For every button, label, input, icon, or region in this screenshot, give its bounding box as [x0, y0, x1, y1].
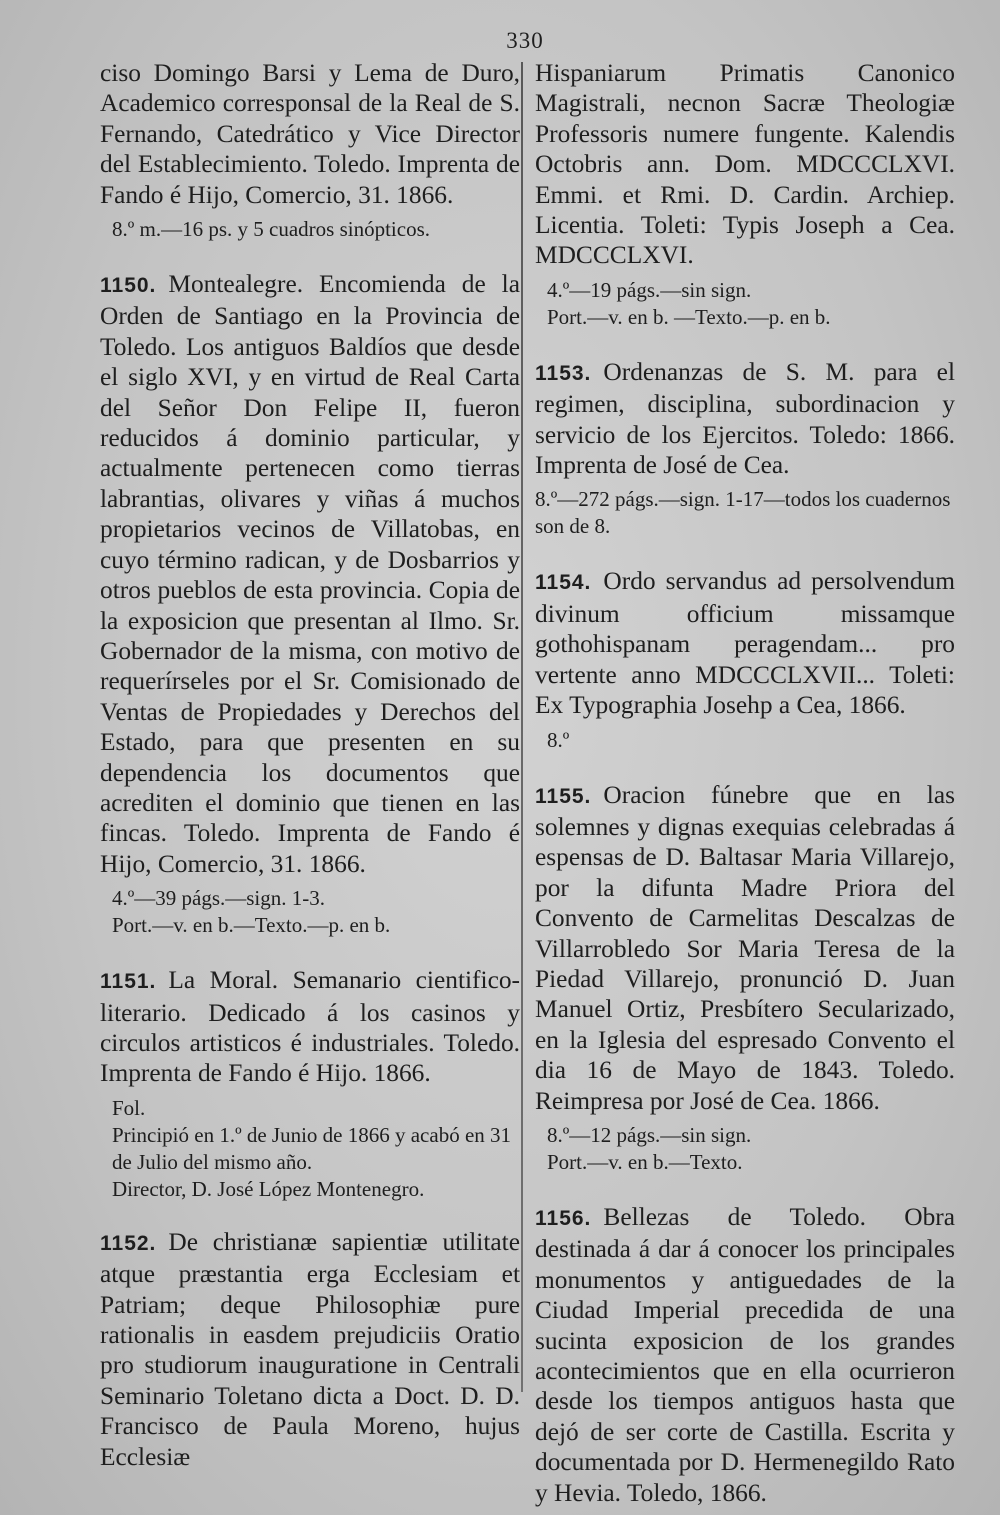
entry-body: [535, 357, 955, 481]
entry-text: Oracion fúnebre que en las solemnes y dignas exequias celebradas á espensas de D. Baltasar Maria Villarejo, por la difunta Madre Priora del Convento de Carmelitas Descalzas de Villarrobledo Sor Maria Teresa de la Piedad Villarejo, pronunció D. Juan Manuel Ortiz, Presbítero Secularizado, en la Iglesia del espresado Convento el dia 16 de Mayo de 1843. Toledo. Reimpresa por José de Cea. 1866.: [535, 780, 955, 1115]
right-column: [535, 58, 955, 1515]
entry-note: Director, D. José López Montenegro.: [112, 1176, 425, 1201]
continuation-entry: [100, 58, 520, 243]
entry-text: La Moral. Semanario cientifico-literario. Dedicado á los casinos y circulos artisticos é industriales. Toledo. Imprenta de Fando é Hijo. 1866.: [100, 966, 520, 1088]
left-column: [100, 58, 520, 1492]
entry-note: Port.—v. en b.—Texto.: [547, 1149, 743, 1174]
entry-1156: [535, 1202, 955, 1508]
page-number: 330: [506, 28, 544, 53]
entry-1151: [100, 965, 520, 1203]
entry-note: Principió en 1.º de Junio de 1866 y acabó en 31 de Julio del mismo año.: [112, 1122, 512, 1174]
entry-text: Ordenanzas de S. M. para el regimen, disciplina, subordinacion y servicio de los Ejercitos. Toledo: 1866. Imprenta de José de Cea.: [535, 357, 955, 480]
entry-number: 1152.: [100, 1231, 157, 1255]
entry-text: ciso Domingo Barsi y Lema de Duro, Academico corresponsal de la Real de S. Fernando, Catedrático y Vice Director del Establecimiento. Toledo. Imprenta de Fando é Hijo, Comercio, 31. 1866.: [100, 59, 520, 209]
entry-note: 4.º—39 págs.—sign. 1-3.: [112, 886, 326, 911]
entry-1154: [535, 566, 955, 753]
entry-note: 8.º—12 págs.—sin sign.: [547, 1122, 752, 1147]
entry-note: 8.º: [547, 727, 570, 752]
entry-note: 8.º—272 págs.—sign. 1-17—todos los cuadernos son de 8.: [535, 487, 951, 539]
entry-text: Montealegre. Encomienda de la Orden de Santiago en la Provincia de Toledo. Los antiguos Baldíos que desde el siglo XVI, y en virtud de Real Carta del Señor Don Felipe II, fueron reducidos á dominio particular, y actualmente pertenecen como tierras labrantias, olivares y viñas á muchos propietarios vecinos de Villatobas, en cuyo término radican, y de Dosbarrios y otros pueblos de esta provincia. Copia de la exposicion que presentan al Ilmo. Sr. Gobernador de la misma, con motivo de requerírseles por el Sr. Comisionado de Ventas de Propiedades y Derechos del Estado, para que presenten en su dependencia los documentos que acrediten el dominio que tienen en las fincas. Toledo. Imprenta de Fando é Hijo, Comercio, 31. 1866.: [100, 270, 520, 878]
entry-text: Ordo servandus ad persolvendum divinum officium missamque gothohispanam peragendam... pro vertente anno MDCCCLXVII... Toleti: Ex Typographia Josehp a Cea, 1866.: [535, 567, 955, 720]
continuation-entry: [535, 58, 955, 331]
column-divider: [521, 62, 523, 1392]
entry-note: 4.º—19 págs.—sin sign.: [547, 277, 752, 302]
entry-text: De christianæ sapientiæ utilitate atque præstantia erga Ecclesiam et Patriam; deque Philosophiæ pure rationalis in easdem prejudiciis Oratio pro studiorum inauguratione in Centrali Seminario Toletano dicta a Doct. D. D. Francisco de Paula Moreno, hujus Ecclesiæ: [100, 1227, 520, 1471]
entry-1150: [100, 269, 520, 939]
entry-1155: [535, 780, 955, 1176]
entry-number: 1150.: [100, 274, 157, 298]
entry-note: Fol.: [112, 1095, 146, 1120]
entry-body: [535, 780, 955, 1116]
entry-body: [100, 269, 520, 879]
entry-number: 1155.: [535, 784, 592, 808]
entry-number: 1156.: [535, 1206, 592, 1230]
entry-body: [535, 566, 955, 720]
entry-text: Bellezas de Toledo. Obra destinada á dar á conocer los principales monumentos y antiguedades de la Ciudad Imperial precedida de una sucinta exposicion de los grandes acontecimientos que en ella ocurrieron desde los tiempos antiguos hasta que dejó de ser corte de Castilla. Escrita y documentada por D. Hermenegildo Rato y Hevia. Toledo, 1866.: [535, 1202, 955, 1507]
entry-note: Port.—v. en b. —Texto.—p. en b.: [547, 304, 831, 329]
entry-number: 1154.: [535, 571, 592, 595]
entry-body: [100, 1227, 520, 1472]
entry-1152: [100, 1227, 520, 1472]
entry-1153: [535, 357, 955, 541]
entry-body: [535, 1202, 955, 1508]
entry-note: Port.—v. en b.—Texto.—p. en b.: [112, 913, 391, 938]
entry-text: Hispaniarum Primatis Canonico Magistrali, necnon Sacræ Theologiæ Professoris numere fungente. Kalendis Octobris ann. Dom. MDCCCLXVI. Emmi. et Rmi. D. Cardin. Archiep. Licentia. Toleti: Typis Joseph a Cea. MDCCCLXVI.: [535, 59, 955, 270]
entry-body: [100, 965, 520, 1089]
entry-number: 1153.: [535, 361, 592, 385]
entry-number: 1151.: [100, 970, 157, 994]
entry-note: 8.º m.—16 ps. y 5 cuadros sinópticos.: [112, 217, 430, 242]
